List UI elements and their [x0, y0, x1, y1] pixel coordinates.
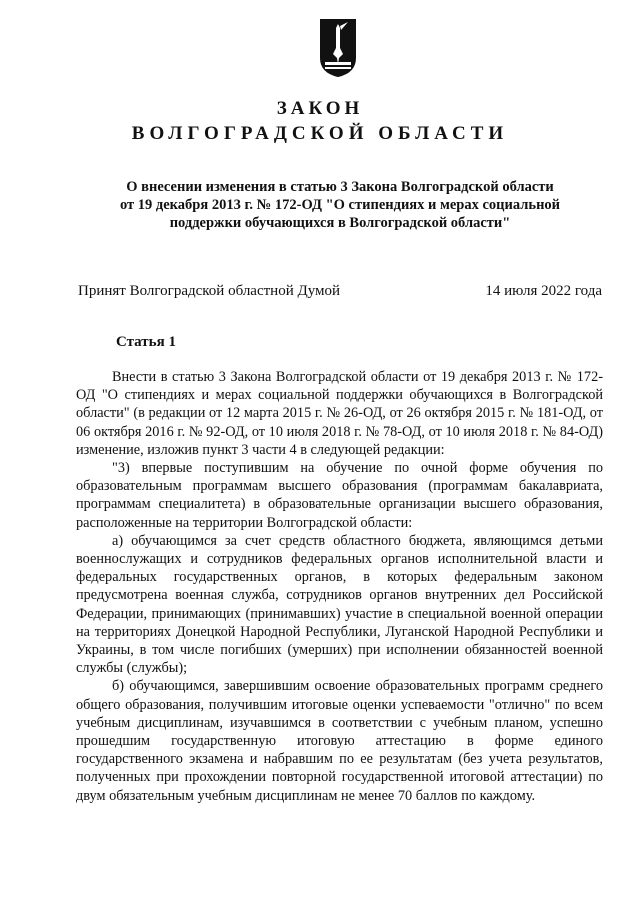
- document-subtitle: ВОЛГОГРАДСКОЙ ОБЛАСТИ: [131, 123, 509, 144]
- volgograd-coat-of-arms-icon: [318, 18, 358, 78]
- article-paragraph: Внести в статью 3 Закона Волгоградской области от 19 декабря 2013 г. № 172-ОД "О стипендиях и мерах социальной поддержки обучающихся в Волгоградской области" (в редакции от 12 марта 2015 г. № 26-ОД, от 26 октября 2015 г. № 181-ОД, от 06 октября 2016 г. № 92-ОД, от 10 июля 2018 г. № 78-ОД, от 10 июля 2018 г. № 84-ОД) изменение, изложив пункт 3 части 4 в следующей редакции:: [76, 369, 603, 458]
- article-paragraph: а) обучающимся за счет средств областного бюджета, являющимся детьми военнослужащих и сотрудников федеральных органов исполнительной власти и федеральных государственных органов, в которых федеральным законом предусмотрена военная служба, сотрудников органов внутренних дел Российской Федерации, принимающих (принимавших) участие в специальной военной операции на территориях Донецкой Народной Республики, Луганской Народной Республики и Украины, в том числе погибших (умерших) при исполнении обязанностей военной службы (службы);: [76, 532, 603, 677]
- article-body: [76, 368, 603, 805]
- law-heading-line: от 19 декабря 2013 г. № 172-ОД "О стипендиях и мерах социальной: [119, 197, 561, 213]
- law-heading-line: поддержки обучающихся в Волгоградской области": [169, 215, 511, 231]
- law-heading-line: О внесении изменения в статью 3 Закона Волгоградской области: [126, 179, 554, 195]
- adopted-date-text: 14 июля 2022 года: [485, 283, 602, 299]
- article-paragraph: б) обучающимся, завершившим освоение образовательных программ среднего общего образования, получившим итоговые оценки успеваемости "отлично" по всем учебным дисциплинам, изучавшимся в соответствии с учебным планом, успешно прошедшим государственную итоговую аттестацию в форме единого государственного экзамена и набравшим по ее результатам (без учета результатов, полученных при прохождении повторной государственной итоговой аттестации) по двум обязательным учебным дисциплинам не менее 70 баллов по каждому.: [76, 678, 603, 804]
- article-title: Статья 1: [116, 334, 176, 350]
- law-heading: [80, 178, 600, 232]
- document-title: ЗАКОН: [276, 98, 364, 119]
- adopted-by-text: Принят Волгоградской областной Думой: [78, 283, 341, 299]
- article-paragraph: "3) впервые поступившим на обучение по очной форме обучения по образовательным программам высшего образования (программам бакалавриата, программам специалитета) в образовательные организации высшего образования, расположенные на территории Волгоградской области:: [76, 460, 603, 531]
